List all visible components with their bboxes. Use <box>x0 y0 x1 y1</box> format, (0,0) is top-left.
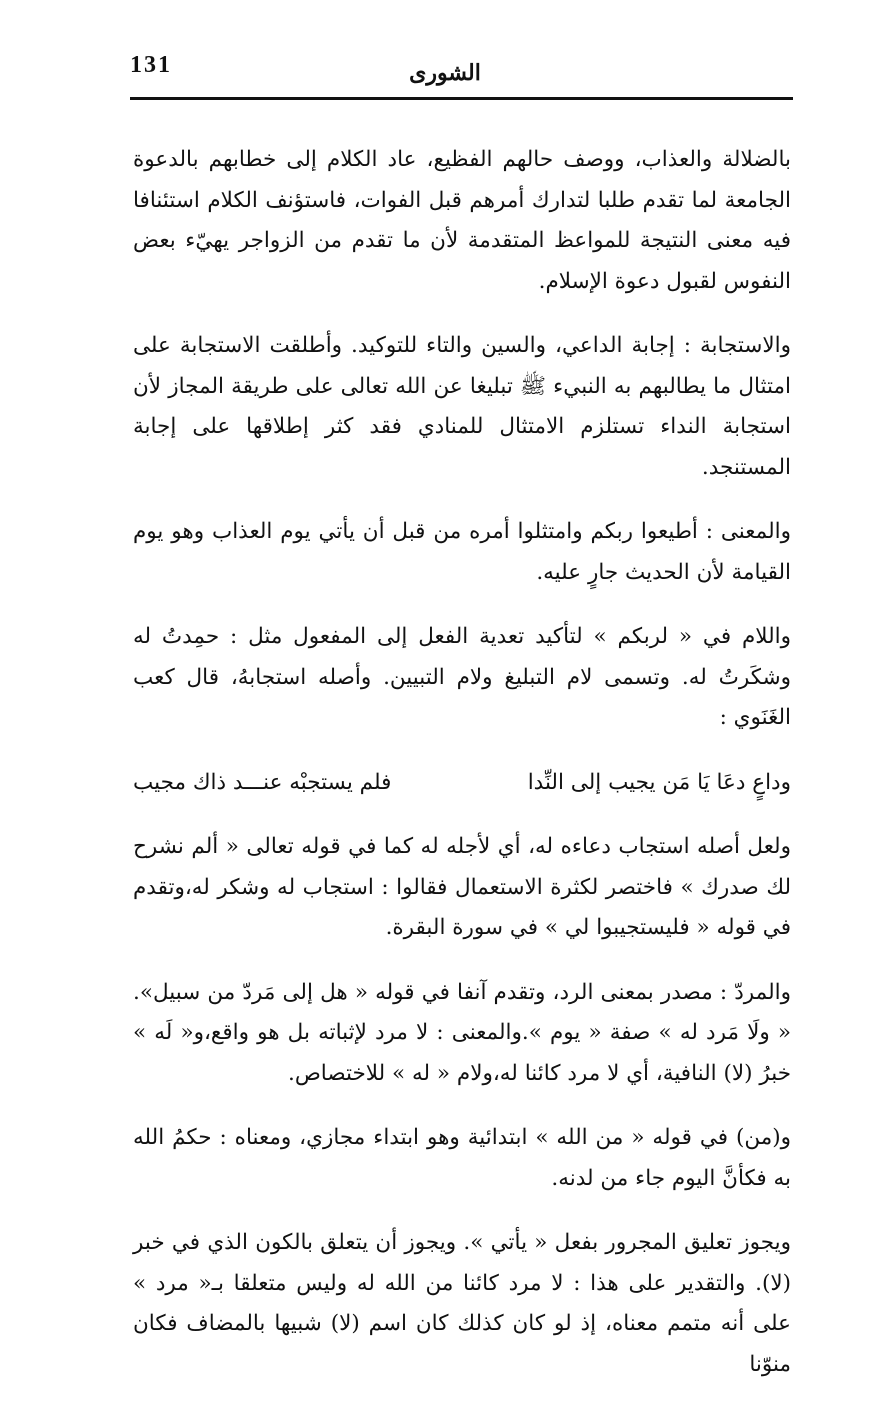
body-text <box>133 140 791 1409</box>
page-number: 131 <box>130 52 172 78</box>
running-title: الشورى <box>409 60 481 86</box>
header-rule <box>130 97 793 100</box>
paragraph: والمعنى : أطيعوا ربكم وامتثلوا أمره من قبل أن يأتي يوم العذاب وهو يوم القيامة لأن الحديث جارٍ عليه. <box>133 519 791 585</box>
paragraph: واللام في « لربكم » لتأكيد تعدية الفعل إلى المفعول مثل : حمِدتُ له وشكَرتُ له. وتسمى لام التبليغ ولام التبيين. وأصله استجابهُ، قال كعب الغَنَوي : <box>133 624 791 730</box>
poetry-verse <box>133 763 791 804</box>
paragraph: و(من) في قوله « من الله » ابتدائية وهو ابتداء مجازي، ومعناه : حكمُ الله به فكأنَّ اليوم جاء من لدنه. <box>133 1125 791 1191</box>
paragraph: ويجوز تعليق المجرور بفعل « يأتي ». ويجوز أن يتعلق بالكون الذي في خبر (لا). والتقدير على هذا : لا مرد كائنا من الله له وليس متعلقا بـ« مرد » على أنه متمم معناه، إذ لو كان كذلك كان اسم (لا) شبيها بالمضاف فكان منوّنا <box>133 1230 791 1377</box>
verse-first-hemistich: وداعٍ دعَا يَا مَن يجيب إلى النِّدا <box>527 769 791 795</box>
paragraph: ولعل أصله استجاب دعاءه له، أي لأجله له كما في قوله تعالى « ألم نشرح لك صدرك » فاختصر لكثرة الاستعمال فقالوا : استجاب له وشكر له،وتقدم في قوله « فليستجيبوا لي » في سورة البقرة. <box>133 834 791 940</box>
verse-second-hemistich: فلم يستجبْه عنـــد ذاك مجيب <box>133 769 392 795</box>
paragraph: بالضلالة والعذاب، ووصف حالهم الفظيع، عاد الكلام إلى خطابهم بالدعوة الجامعة لما تقدم طلبا لتدارك أمرهم قبل الفوات، فاستؤنف الكلام استئنافا فيه معنى النتيجة للمواعظ المتقدمة لأن ما تقدم من الزواجر يهيّء بعض النفوس لقبول دعوة الإسلام. <box>133 147 791 294</box>
paragraph: والمردّ : مصدر بمعنى الرد، وتقدم آنفا في قوله « هل إلى مَردّ من سبيل». « ولَا مَرد له » صفة « يوم ».والمعنى : لا مرد لإثباته بل هو واقع،و« لَه » خبرُ (لا) النافية، أي لا مرد كائنا له،ولام « له » للاختصاص. <box>133 979 791 1086</box>
paragraph: والاستجابة : إجابة الداعي، والسين والتاء للتوكيد. وأطلقت الاستجابة على امتثال ما يطالبهم به النبيء ﷺ تبليغا عن الله تعالى على طريقة المجاز لأن استجابة النداء تستلزم الامتثال للمنادي فقد كثر إطلاقها على إجابة المستنجد. <box>133 333 791 480</box>
